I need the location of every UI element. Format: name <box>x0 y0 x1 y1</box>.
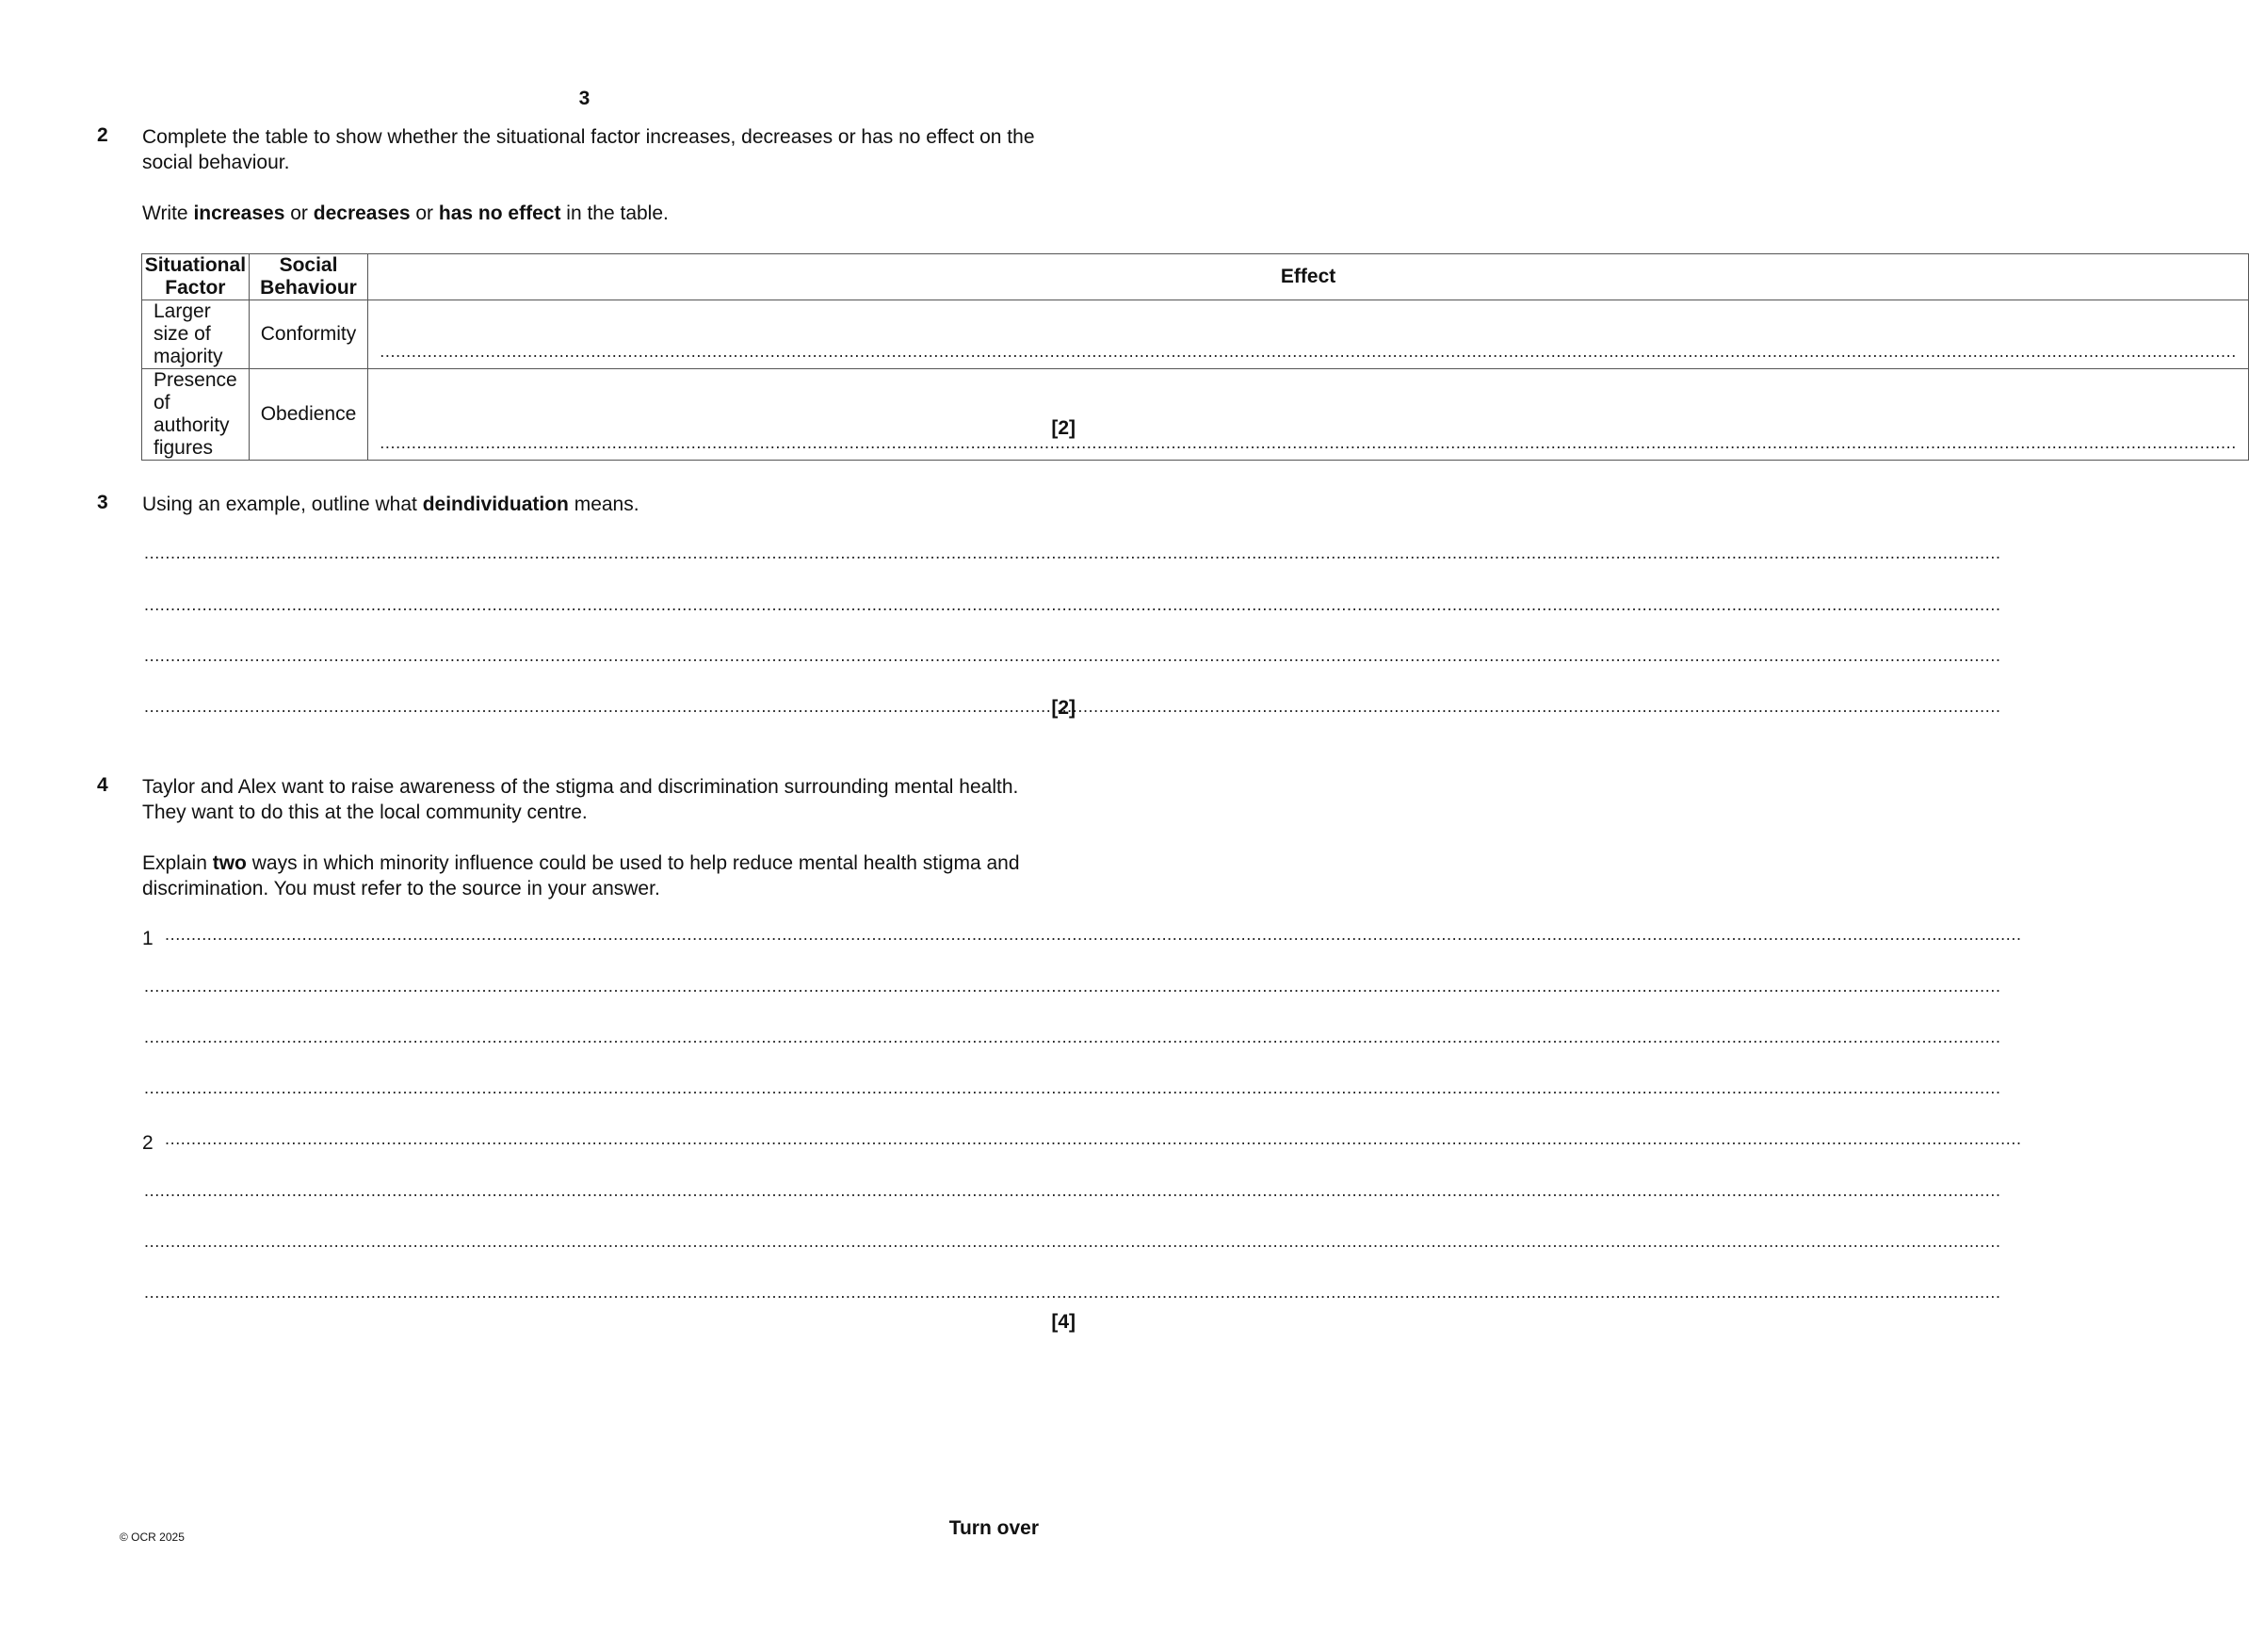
task-start: Explain <box>142 852 207 874</box>
table-row <box>142 369 2249 461</box>
factor-cell: Larger size of majority <box>142 300 250 369</box>
question-3-number: 3 <box>97 492 108 513</box>
answer-dotted-line <box>380 341 2237 362</box>
question-2-intro: Complete the table to show whether the situational factor increases, decreases or has no effect on the social behaviour. <box>142 126 1035 173</box>
header-situational-factor: Situational Factor <box>142 254 250 300</box>
instruction-write: Write <box>142 202 188 224</box>
behaviour-cell: Obedience <box>249 369 368 461</box>
instruction-increases: increases <box>193 202 285 224</box>
table-row <box>142 300 2249 369</box>
q4-part-2-answer-line-4[interactable] <box>144 1281 1066 1304</box>
table-header-row <box>142 254 2249 300</box>
instruction-or-1: or <box>290 202 308 224</box>
factor-cell: Presence of authority figures <box>142 369 250 461</box>
q3-answer-line-3[interactable] <box>144 644 1066 667</box>
effect-answer-field[interactable] <box>368 300 2249 369</box>
q3-answer-line-1[interactable] <box>144 542 1066 564</box>
q3-answer-line-4[interactable] <box>144 695 1038 718</box>
task-bold-two: two <box>212 852 247 874</box>
effect-answer-field[interactable] <box>368 369 2249 461</box>
prompt-start: Using an example, outline what <box>142 494 417 515</box>
question-2-number: 2 <box>97 124 108 146</box>
q4-part-2-answer-line-2[interactable] <box>144 1179 1066 1202</box>
q4-part-1-answer-line-2[interactable] <box>144 975 1066 997</box>
question-3-prompt <box>142 492 1075 517</box>
q4-part-2-answer-line-3[interactable] <box>144 1230 1066 1253</box>
instruction-decreases: decreases <box>313 202 411 224</box>
question-4-task <box>142 850 1070 901</box>
q4-part-1-answer-line-3[interactable] <box>144 1026 1066 1048</box>
task-end: ways in which minority influence could be used to help reduce mental health stigma and discrimination. You must refer to the source in your answer. <box>142 852 1020 899</box>
turn-over-label: Turn over <box>948 1517 1039 1539</box>
question-2-instruction <box>142 201 1075 226</box>
q4-part-1-answer-line-4[interactable] <box>144 1077 1066 1099</box>
answer-dotted-line <box>380 432 2237 453</box>
instruction-or-2: or <box>415 202 434 224</box>
q4-part-1-answer-line-1[interactable] <box>165 923 1066 946</box>
situational-factor-table <box>141 253 2249 461</box>
prompt-end: means. <box>574 494 639 515</box>
q3-answer-line-2[interactable] <box>144 593 1066 616</box>
question-2-marks: [2] <box>1051 417 1076 439</box>
question-4-context: Taylor and Alex want to raise awareness of the stigma and discrimination surrounding mental health. They want to do this at the local community centre. <box>142 776 1019 823</box>
prompt-bold-term: deindividuation <box>422 494 569 515</box>
part-1-label: 1 <box>142 928 154 949</box>
question-4-number: 4 <box>97 774 108 796</box>
instruction-no-effect: has no effect <box>438 202 561 224</box>
copyright-notice: © OCR 2025 <box>120 1531 185 1544</box>
q4-part-2-answer-line-1[interactable] <box>165 1127 1066 1150</box>
instruction-tail: in the table. <box>566 202 669 224</box>
question-4-marks: [4] <box>1051 1311 1076 1333</box>
header-effect: Effect <box>368 254 2249 300</box>
behaviour-cell: Conformity <box>249 300 368 369</box>
part-2-label: 2 <box>142 1132 154 1154</box>
header-social-behaviour: Social Behaviour <box>249 254 368 300</box>
page-number: 3 <box>578 88 591 109</box>
question-3-marks: [2] <box>1051 697 1076 719</box>
